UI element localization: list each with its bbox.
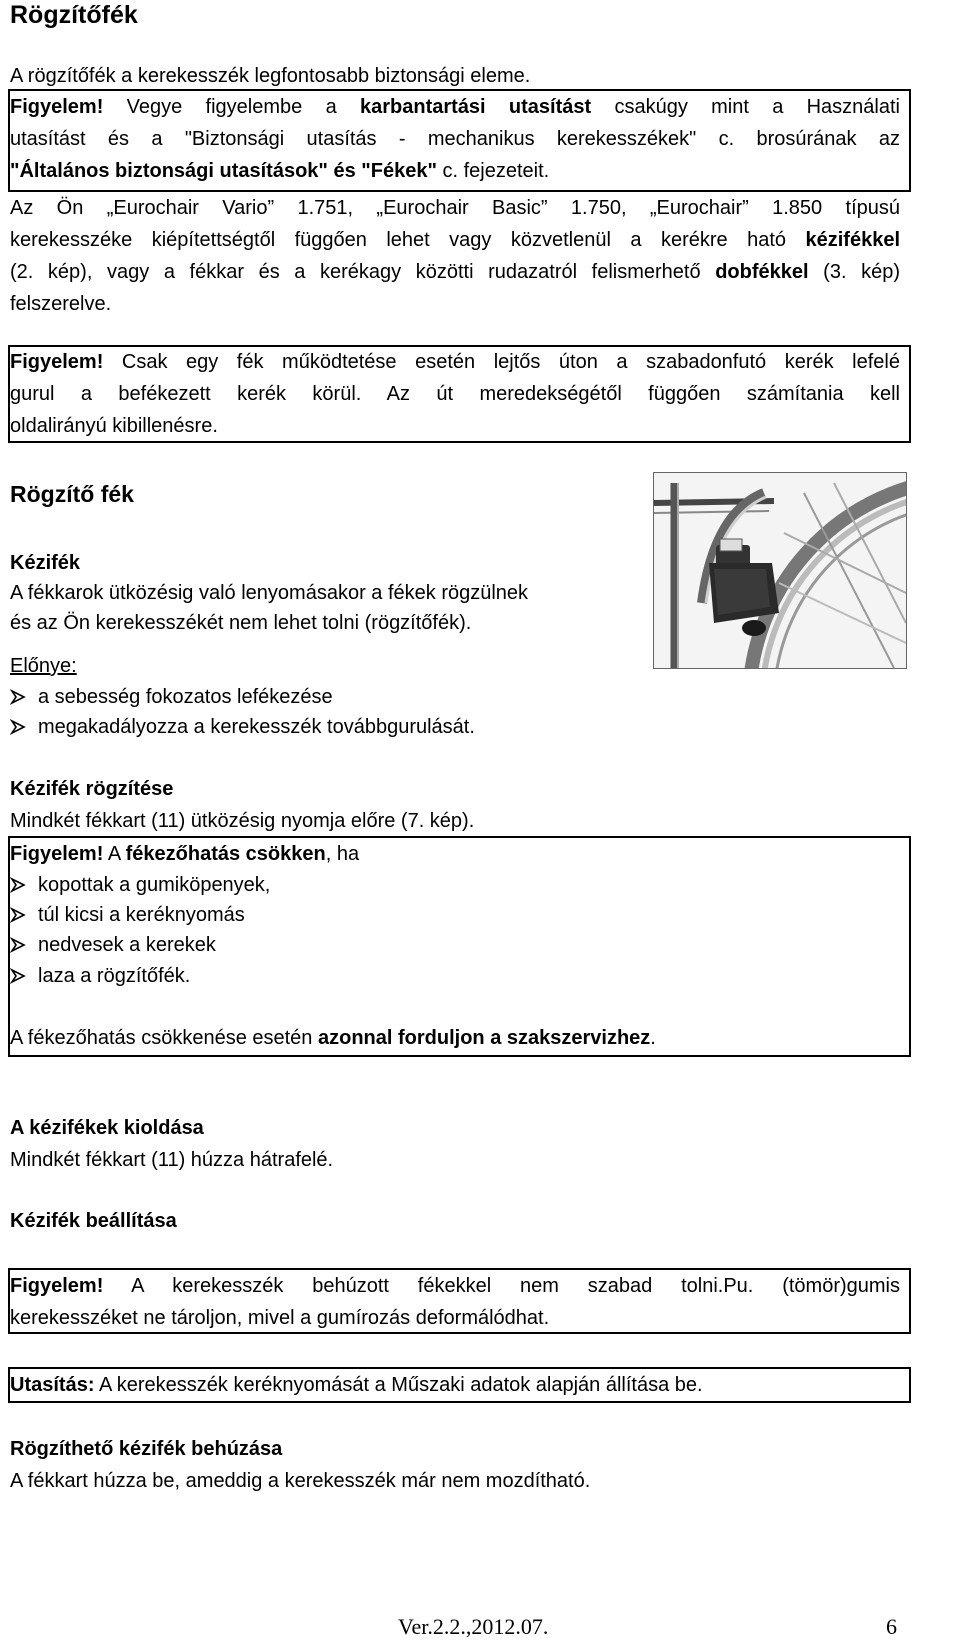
models-line2a: kerekesszéke kiépítettségtől függően lehet vagy közvetlenül a kerékre ható [10,229,787,251]
advantage-1: a sebesség fokozatos lefékezése [38,686,333,708]
warning-1-line2: utasítást és a "Biztonsági utasítás - mechanikus kerekesszékek" c. brosúrának az [10,128,900,150]
list-item [10,869,270,901]
warning-2-line1: Csak egy fék működtetése esetén lejtős úton a szabadonfutó kerék lefelé [121,351,900,373]
warning-3-item-1: kopottak a gumiköpenyek, [38,874,271,896]
intro-text: A rögzítőfék a kerekesszék legfontosabb biztonsági eleme. [10,65,531,87]
warning-3-footer-b: azonnal forduljon a szakszervizhez [317,1027,651,1049]
list-item [10,960,190,992]
warning-4-line1: A kerekesszék behúzott fékekkel nem szabad tolni.Pu. (tömör)gumis [131,1275,900,1297]
arrowhead-bullet-icon [10,899,38,931]
models-line3b: dobfékkel [715,261,809,283]
warning-4-text [10,1270,900,1334]
advantage-2: megakadályozza a kerekesszék továbbgurulását. [38,716,475,738]
version-label: Ver.2.2.,2012.07. [398,1614,549,1639]
warning-3-footer-c: . [650,1027,656,1049]
warning-3-footer [10,1022,656,1054]
warning-3-header [10,838,359,870]
page-title: Rögzítőfék [10,1,138,29]
handbrake-title: Kézifék [10,552,81,574]
warning-1-line3b: c. fejezeteit. [442,160,550,182]
arrowhead-bullet-icon [10,929,38,961]
models-line1: Az Ön „Eurochair Vario” 1.751, „Eurochair Basic” 1.750, „Eurochair” 1.850 típusú [10,197,900,219]
warning-1-line1c: csakúgy mint a Használati [614,96,900,118]
arrowhead-bullet-icon [10,711,38,743]
release-text: Mindkét fékkart (11) húzza hátrafelé. [10,1149,334,1171]
brake-photo [653,472,907,669]
pull-text: A fékkart húzza be, ameddig a kerekesszék már nem mozdítható. [10,1470,591,1492]
models-line3c: (3. kép) [823,261,900,283]
warning-2-line2: gurul a befékezett kerék körül. Az út meredekségétől függően számítania kell [10,383,900,405]
warning-1-line1b: karbantartási utasítást [360,96,592,118]
instruction-body: A kerekesszék keréknyomását a Műszaki adatok alapján állítása be. [98,1374,703,1396]
warning-3-footer-a: A fékezőhatás csökkenése esetén [10,1027,313,1049]
warning-3-item-4: laza a rögzítőfék. [38,965,191,987]
warning-3-text-c: , ha [325,843,360,865]
list-item [10,929,216,961]
warning-1-label: Figyelem! [10,96,104,118]
handbrake-line1: A fékkarok ütközésig való lenyomásakor a fékek rögzülnek [10,582,529,604]
advantages-label: Előnye: [10,655,77,677]
warning-3-item-2: túl kicsi a keréknyomás [38,904,245,926]
list-item [10,899,245,931]
warning-3-item-3: nedvesek a kerekek [38,934,216,956]
warning-2-text [10,346,900,442]
release-title: A kézifékek kioldása [10,1117,204,1139]
models-paragraph [10,192,900,320]
warning-3-text-a: A [107,843,121,865]
warning-4-line2: kerekesszéket ne tároljon, mivel a gumírozás deformálódhat. [10,1307,550,1329]
instruction-label: Utasítás: [10,1374,95,1396]
warning-3-text-b: fékezőhatás csökken [125,843,326,865]
arrowhead-bullet-icon [10,960,38,992]
pull-title: Rögzíthető kézifék behúzása [10,1438,283,1460]
models-line4: felszerelve. [10,293,112,315]
warning-3-label: Figyelem! [10,843,104,865]
wheelchair-brake-illustration [654,473,906,668]
instruction-text [10,1369,703,1401]
list-item [10,681,333,713]
list-item [10,711,475,743]
warning-2-label: Figyelem! [10,351,104,373]
arrowhead-bullet-icon [10,869,38,901]
handbrake-line2: és az Ön kerekesszékét nem lehet tolni (rögzítőfék). [10,612,472,634]
handbrake-fix-title: Kézifék rögzítése [10,778,174,800]
handbrake-fix-text: Mindkét fékkart (11) ütközésig nyomja előre (7. kép). [10,810,475,832]
warning-2-line3: oldalirányú kibillenésre. [10,415,218,437]
page-number: 6 [886,1614,897,1639]
arrowhead-bullet-icon [10,681,38,713]
warning-1-text [10,91,900,187]
warning-4-label: Figyelem! [10,1275,104,1297]
models-line3a: (2. kép), vagy a fékkar és a kerékagy közötti rudazatról felismerhető [10,261,701,283]
models-line2b: kézifékkel [805,229,901,251]
warning-1-line1a: Vegye figyelembe a [126,96,337,118]
section-title-rogzito-fek: Rögzítő fék [10,481,134,507]
adjust-title: Kézifék beállítása [10,1210,177,1232]
warning-1-line3a: "Általános biztonsági utasítások" és "Fékek" [10,160,437,182]
